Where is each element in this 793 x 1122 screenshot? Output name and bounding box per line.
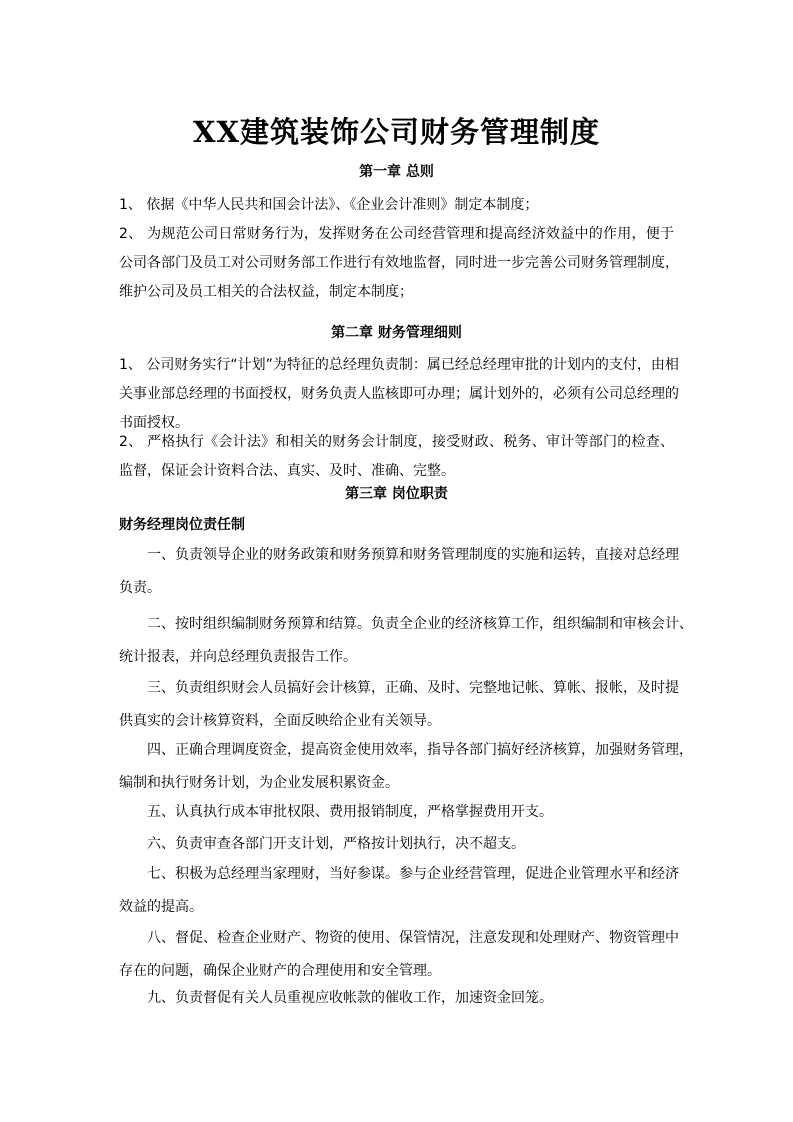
text-line: 九、负责督促有关人员重视应收帐款的催收工作，加速资金回笼。 [147,990,553,1006]
text-line: 存在的问题，确保企业财产的合理使用和安全管理。 [119,963,441,979]
text-line: 二、按时组织编制财务预算和结算。负责全企业的经济核算工作，组织编制和审核会计、 [147,616,693,632]
duty-item-6 [119,828,674,861]
section-subheading: 财务经理岗位责任制 [119,517,245,533]
duty-item-5 [119,796,674,829]
text-line: 关事业部总经理的书面授权，财务负责人监核即可办理；属计划外的，必须有公司总经理的 [119,386,679,402]
text-line: 六、负责审查各部门开支计划，严格按计划执行，决不超支。 [147,836,525,852]
chapter-2-item-2 [119,428,674,486]
text-line: 负责。 [119,580,161,596]
duty-item-9 [119,982,674,1015]
duty-item-3 [119,672,679,738]
text-line: 1、 依据《中华人民共和国会计法》、《企业会计准则》制定本制度； [119,197,539,213]
chapter-2-item-1 [119,351,679,438]
text-line: 效益的提高。 [119,899,203,915]
text-line: 一、负责领导企业的财务政策和财务预算和财务管理制度的实施和运转，直接对总经理 [147,547,679,563]
text-line: 公司各部门及员工对公司财务部工作进行有效地监督，同时进一步完善公司财务管理制度， [119,255,679,271]
duty-item-8 [119,922,679,988]
chapter-1-item-1 [119,191,674,220]
text-line: 2、 为规范公司日常财务行为，发挥财务在公司经营管理和提高经济效益中的作用，便于 [119,226,674,242]
chapter-1-item-2 [119,220,679,307]
duty-item-7 [119,858,679,924]
text-line: 八、督促、检查企业财产、物资的使用、保管情况，注意发现和处理财产、物资管理中 [147,930,679,946]
text-line: 书面授权。 [119,415,189,431]
duty-item-2 [119,608,693,674]
chapter-3-heading: 第三章 岗位职责 [345,486,448,502]
text-line: 1、 公司财务实行“计划”为特征的总经理负责制：属已经总经理审批的计划内的支付，由相 [119,357,679,373]
text-line: 七、积极为总经理当家理财，当好参谋。参与企业经营管理，促进企业管理水平和经济 [147,866,679,882]
chapter-2-heading: 第二章 财务管理细则 [331,325,462,341]
text-line: 编制和执行财务计划，为企业发展积累资金。 [119,775,399,791]
text-line: 五、认真执行成本审批权限、费用报销制度，严格掌握费用开支。 [147,804,553,820]
text-line: 供真实的会计核算资料，全面反映给企业有关领导。 [119,713,441,729]
chapter-1-heading: 第一章 总则 [359,164,434,180]
text-line: 2、 严格执行《会计法》和相关的财务会计制度，接受财政、税务、审计等部门的检查、 [119,434,674,450]
text-line: 四、正确合理调度资金，提高资金使用效率，指导各部门搞好经济核算，加强财务管理， [147,742,693,758]
document-title: XX建筑装饰公司财务管理制度 [192,115,600,149]
text-line: 三、负责组织财会人员搞好会计核算，正确、及时、完整地记帐、算帐、报帐，及时提 [147,680,679,696]
text-line: 维护公司及员工相关的合法权益，制定本制度； [119,284,413,300]
text-line: 监督，保证会计资料合法、真实、及时、准确、完整。 [119,463,455,479]
text-line: 统计报表，并向总经理负责报告工作。 [119,649,357,665]
duty-item-4 [119,734,693,800]
duty-item-1 [119,539,679,605]
